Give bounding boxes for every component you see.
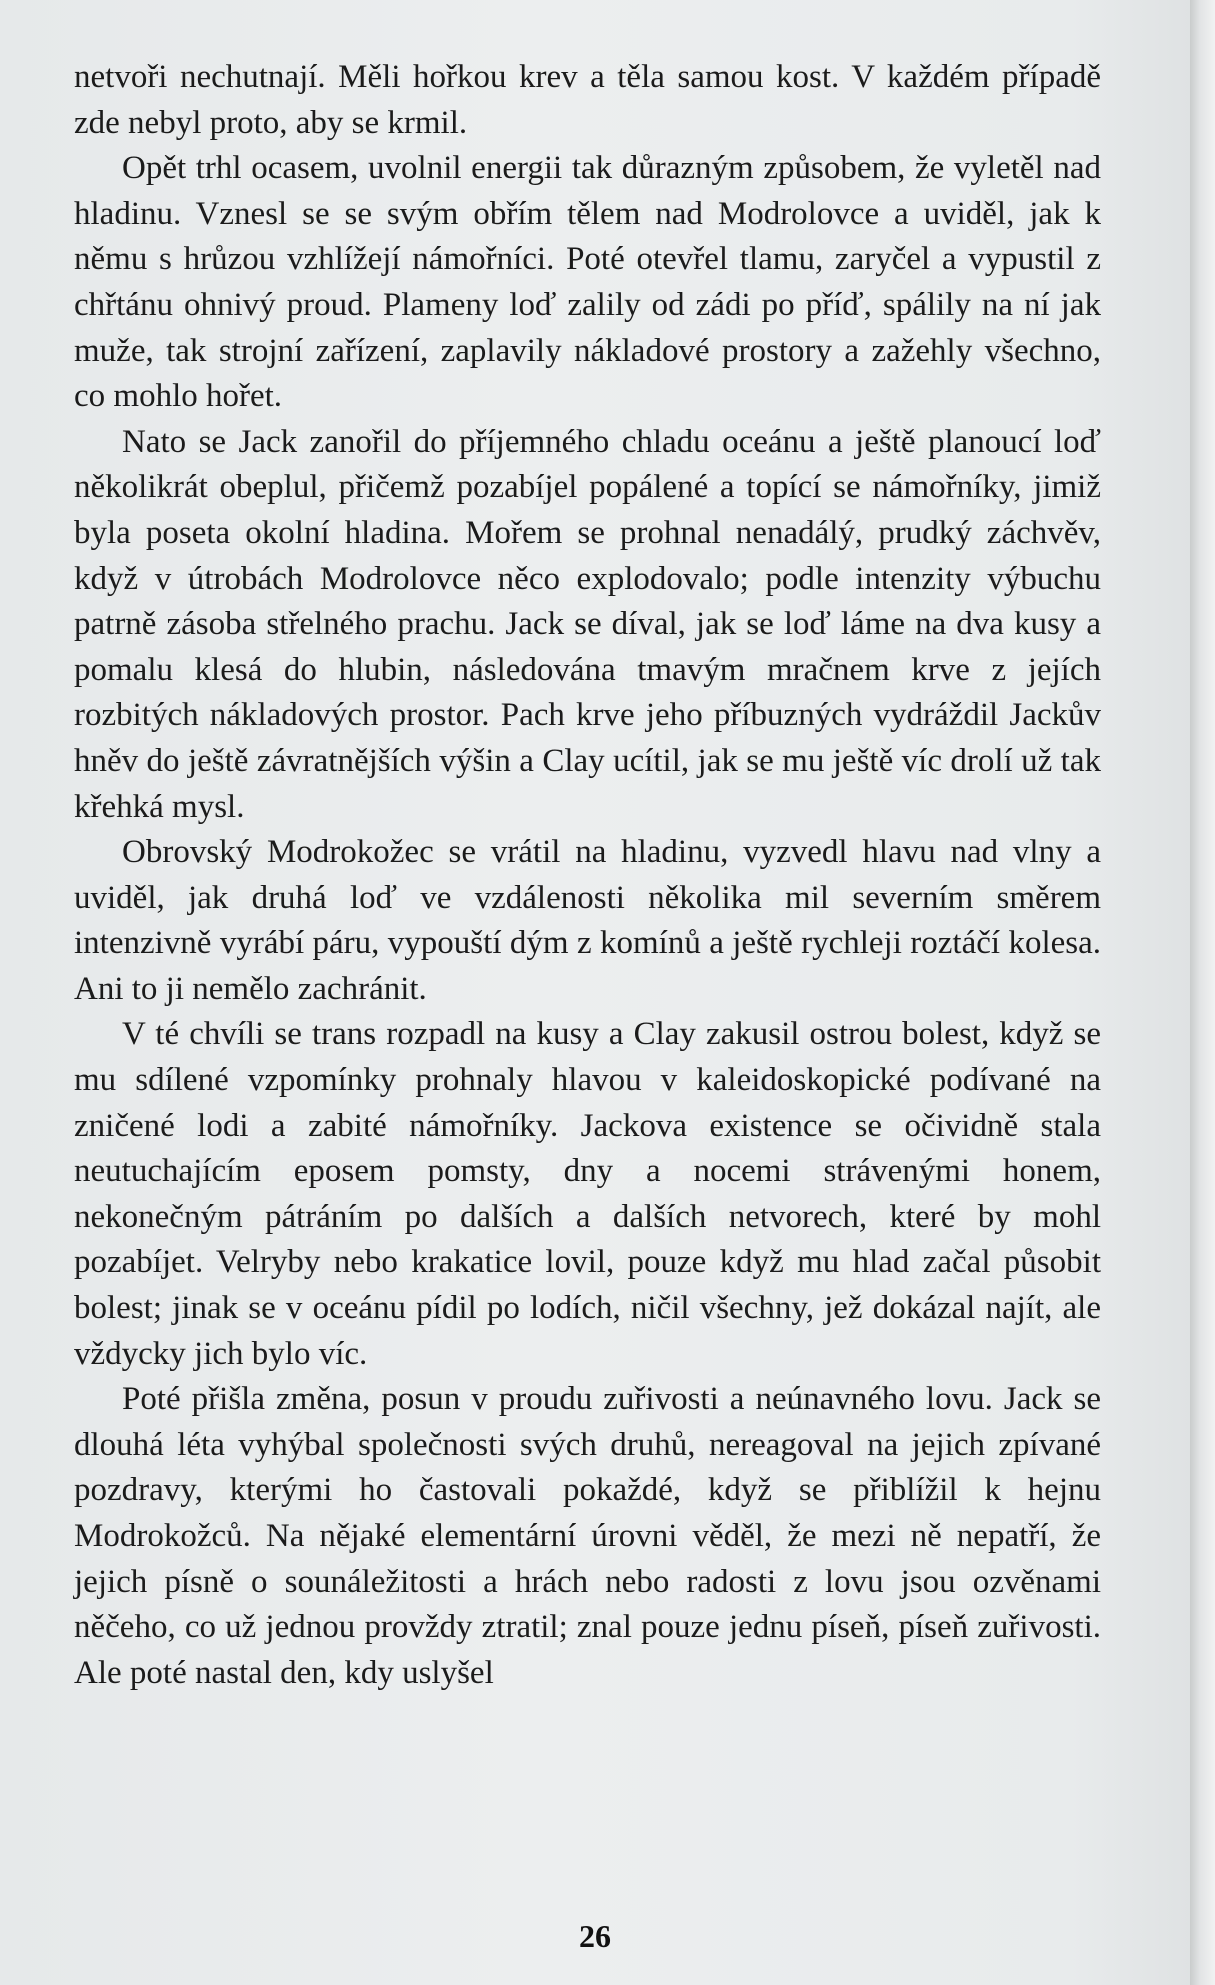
paragraph-5: V té chvíli se trans rozpadl na kusy a Clay zakusil ostrou bolest, když se mu sdílené vzpomínky prohnaly hlavou v kaleidoskopické podívané na zničené lodi a zabité námořníky. Jackova existence se očividně stala neutuchajícím eposem pomsty, dny a nocemi strávenými honem, nekonečným pátráním po dalších a dalších netvorech, které by mohl pozabíjet. Velryby nebo krakatice lovil, pouze když mu hlad začal působit bolest; jinak se v oceánu pídil po lodích, ničil všechny, jež dokázal najít, ale vždycky jich bylo víc. <box>74 1016 1101 1372</box>
page-number: 26 <box>579 1918 611 1954</box>
paragraph-3: Nato se Jack zanořil do příjemného chladu oceánu a ještě planoucí loď několikrát obeplul, přičemž pozabíjel popálené a topící se námořníky, jimiž byla poseta okolní hladina. Mořem se prohnal nenadálý, prudký záchvěv, když v útrobách Modrolovce něco explodovalo; podle intenzity výbuchu patrně zásoba střelného prachu. Jack se díval, jak se loď láme na dva kusy a pomalu klesá do hlubin, následována tmavým mračnem krve z jejích rozbitých nákladových prostor. Pach krve jeho příbuzných vydráždil Jackův hněv do ještě závratnějších výšin a Clay ucítil, jak se mu ještě víc drolí už tak křehká mysl. <box>74 423 1101 825</box>
book-spine-edge <box>1190 0 1215 1985</box>
body-text <box>74 55 1101 1696</box>
paragraph-4: Obrovský Modrokožec se vrátil na hladinu, vyzvedl hlavu nad vlny a uviděl, jak druhá loď ve vzdálenosti několika mil severním směrem intenzivně vyrábí páru, vypouští dým z komínů a ještě rychleji roztáčí kolesa. Ani to ji nemělo zachránit. <box>74 834 1101 1007</box>
paragraph-1: netvoři nechutnají. Měli hořkou krev a těla samou kost. V každém případě zde nebyl proto, aby se krmil. <box>74 59 1101 141</box>
paragraph-2: Opět trhl ocasem, uvolnil energii tak důrazným způsobem, že vyletěl nad hladinu. Vznesl se se svým obřím tělem nad Modrolovce a uviděl, jak k němu s hrůzou vzhlížejí námořníci. Poté otevřel tlamu, zaryčel a vypustil z chřtánu ohnivý proud. Plameny loď zalily od zádi po příď, spálily na ní jak muže, tak strojní zařízení, zaplavily nákladové prostory a zažehly všechno, co mohlo hořet. <box>74 150 1101 415</box>
paragraph-6: Poté přišla změna, posun v proudu zuřivosti a neúnavného lovu. Jack se dlouhá léta vyhýbal společnosti svých druhů, nereagoval na jejich zpívané pozdravy, kterými ho častovali pokaždé, když se přiblížil k hejnu Modrokožců. Na nějaké elementární úrovni věděl, že mezi ně nepatří, že jejich písně o sounáležitosti a hrách nebo radosti z lovu jsou ozvěnami něčeho, co už jednou provždy ztratil; znal pouze jednu píseň, píseň zuřivosti. Ale poté nastal den, kdy uslyšel <box>74 1381 1101 1691</box>
